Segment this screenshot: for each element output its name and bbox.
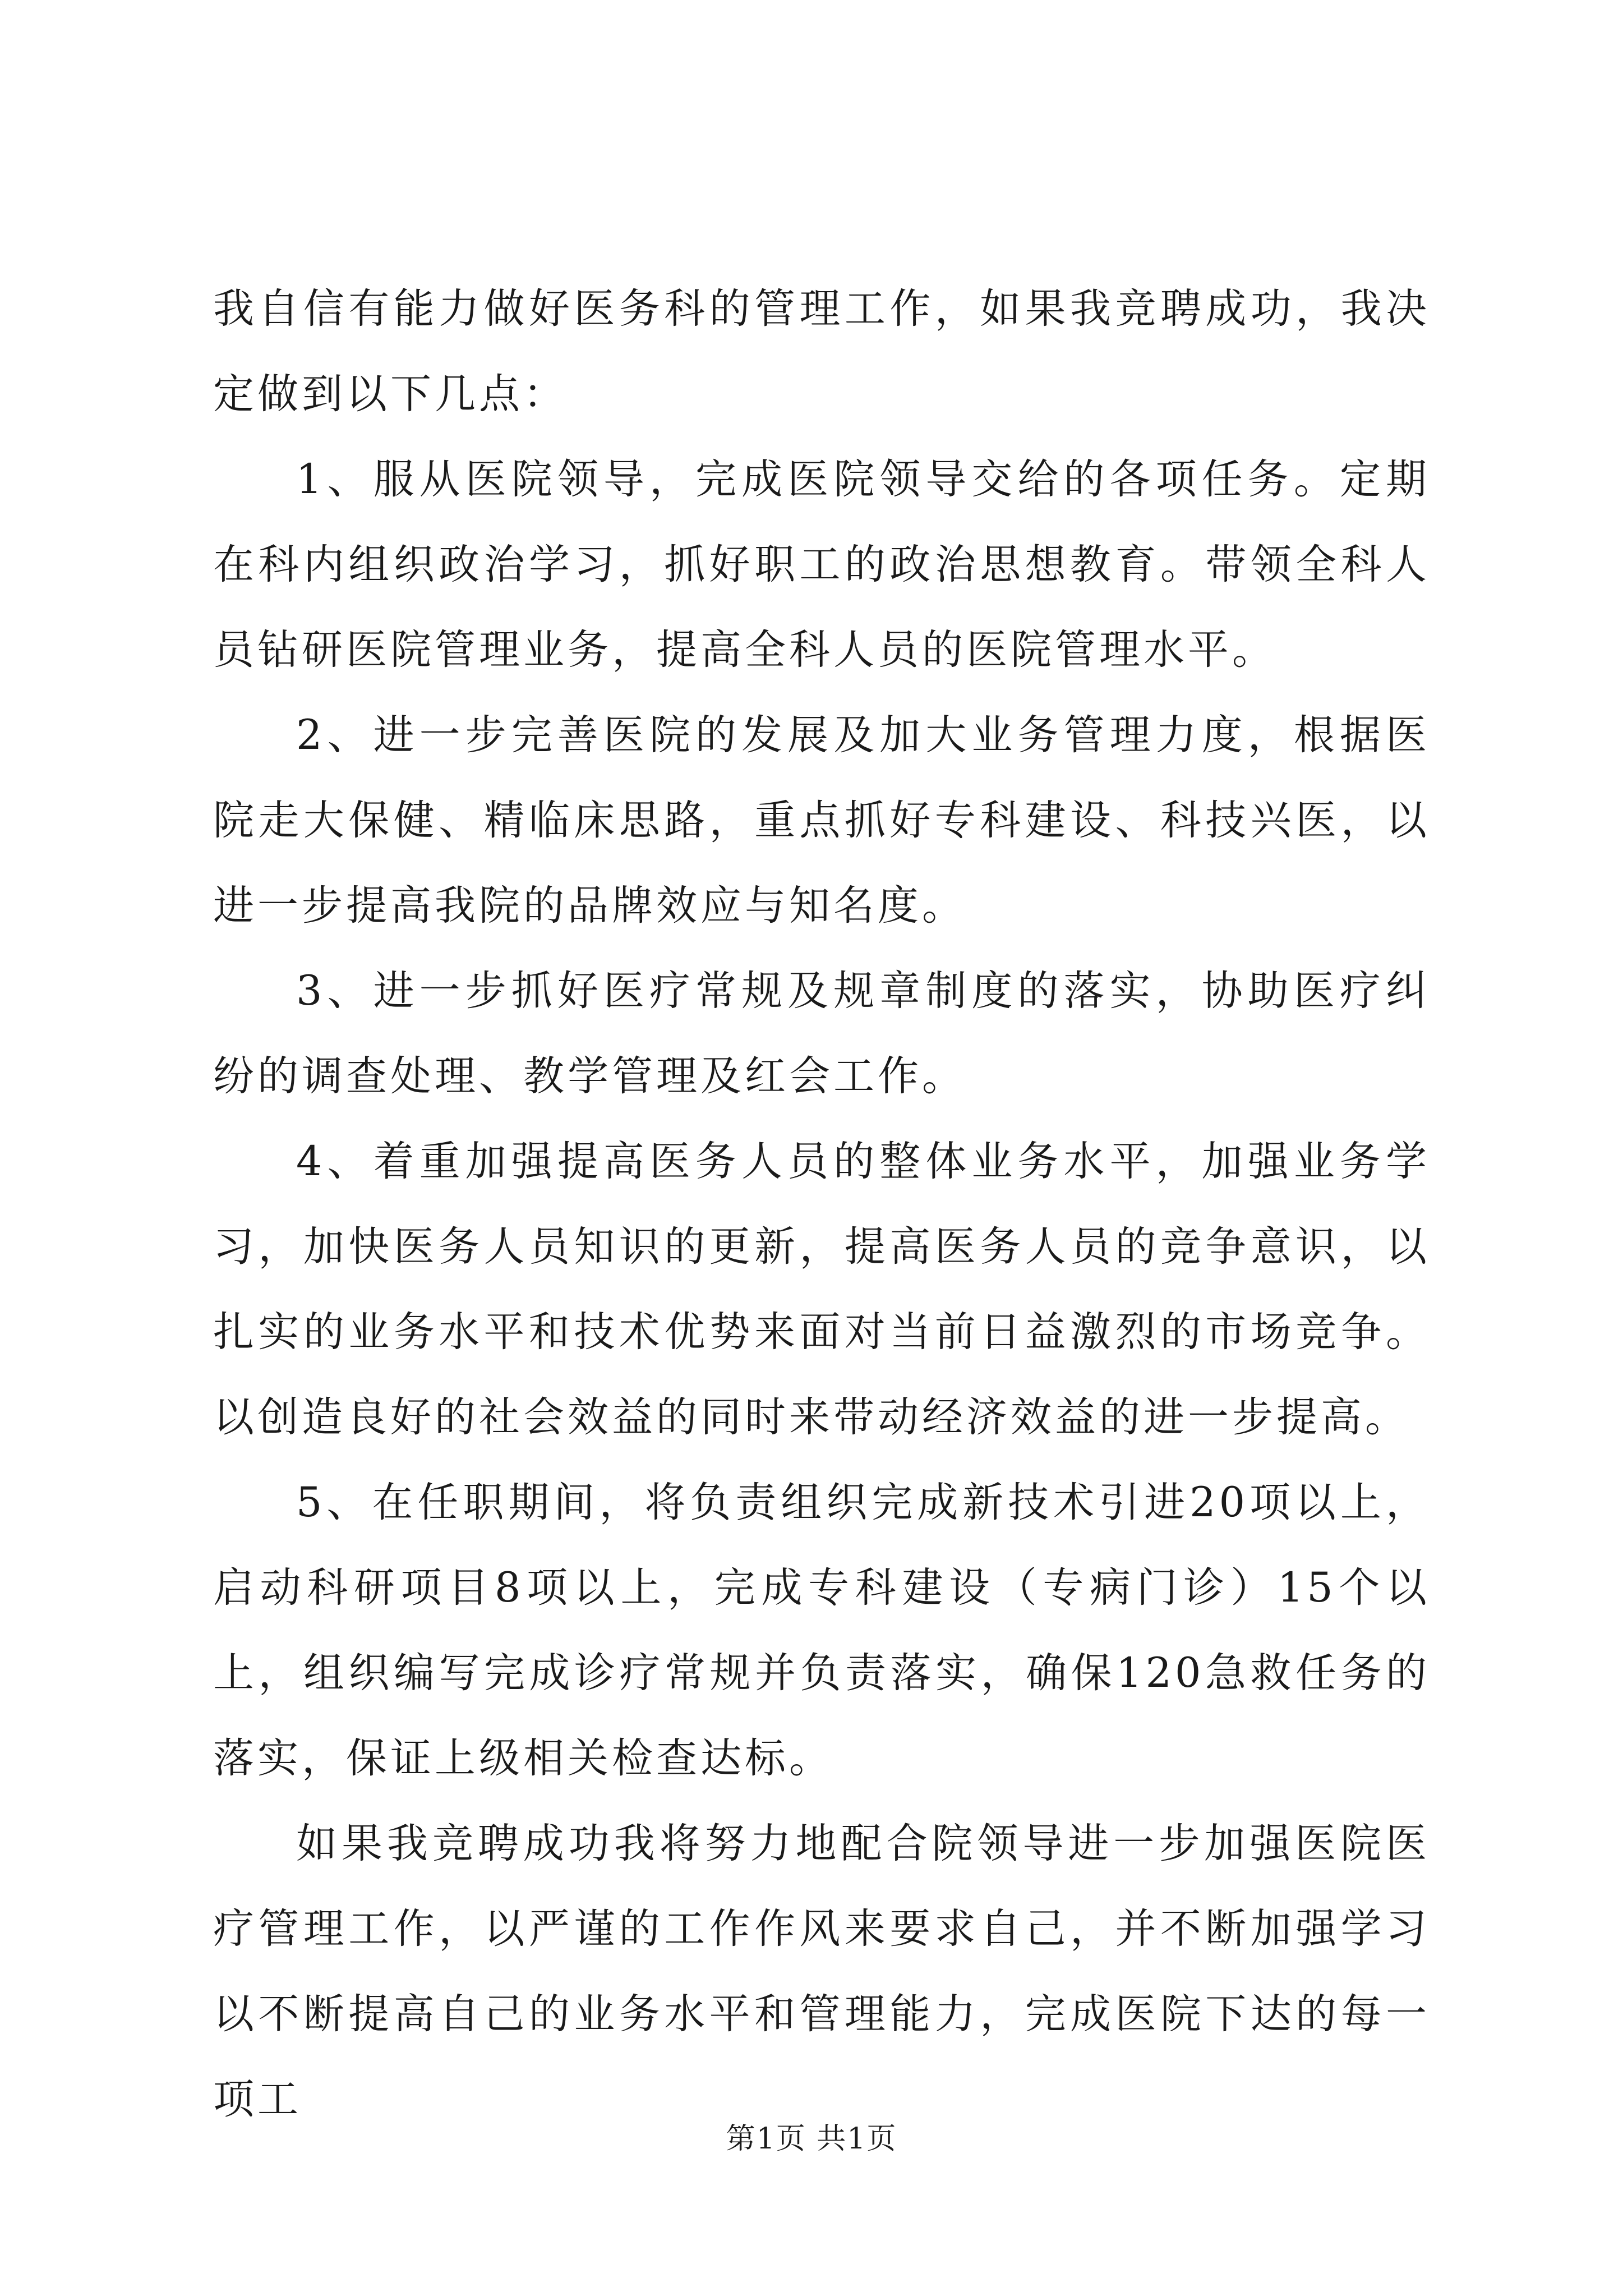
paragraph-closing: 如果我竞聘成功我将努力地配合院领导进一步加强医院医疗管理工作，以严谨的工作作风来要求自己，并不断加强学习以不断提高自己的业务水平和管理能力，完成医院下达的每一项工: [213, 1820, 1430, 2123]
paragraph-item-1: 1、服从医院领导，完成医院领导交给的各项任务。定期在科内组织政治学习，抓好职工的政治思想教育。带领全科人员钻研医院管理业务，提高全科人员的医院管理水平。: [213, 455, 1430, 674]
paragraph-item-2: 2、进一步完善医院的发展及加大业务管理力度，根据医院走大保健、精临床思路，重点抓好专科建设、科技兴医，以进一步提高我院的品牌效应与知名度。: [213, 711, 1430, 930]
paragraph-item-3: 3、进一步抓好医疗常规及规章制度的落实，协助医疗纠纷的调查处理、教学管理及红会工作。: [213, 967, 1430, 1100]
paragraph-intro: 我自信有能力做好医务科的管理工作，如果我竞聘成功，我决定做到以下几点：: [213, 285, 1430, 418]
paragraph-item-4: 4、着重加强提高医务人员的整体业务水平，加强业务学习，加快医务人员知识的更新，提高医务人员的竞争意识，以扎实的业务水平和技术优势来面对当前日益激烈的市场竞争。以创造良好的社会效益的同时来带动经济效益的进一步提高。: [213, 1138, 1430, 1441]
document-body: [213, 266, 1430, 2142]
paragraph-item-5: 5、在任职期间，将负责组织完成新技术引进20项以上，启动科研项目8项以上，完成专科建设（专病门诊）15个以上，组织编写完成诊疗常规并负责落实，确保120急救任务的落实，保证上级相关检查达标。: [213, 1479, 1430, 1782]
page-footer: 第1页 共1页: [726, 2122, 897, 2156]
